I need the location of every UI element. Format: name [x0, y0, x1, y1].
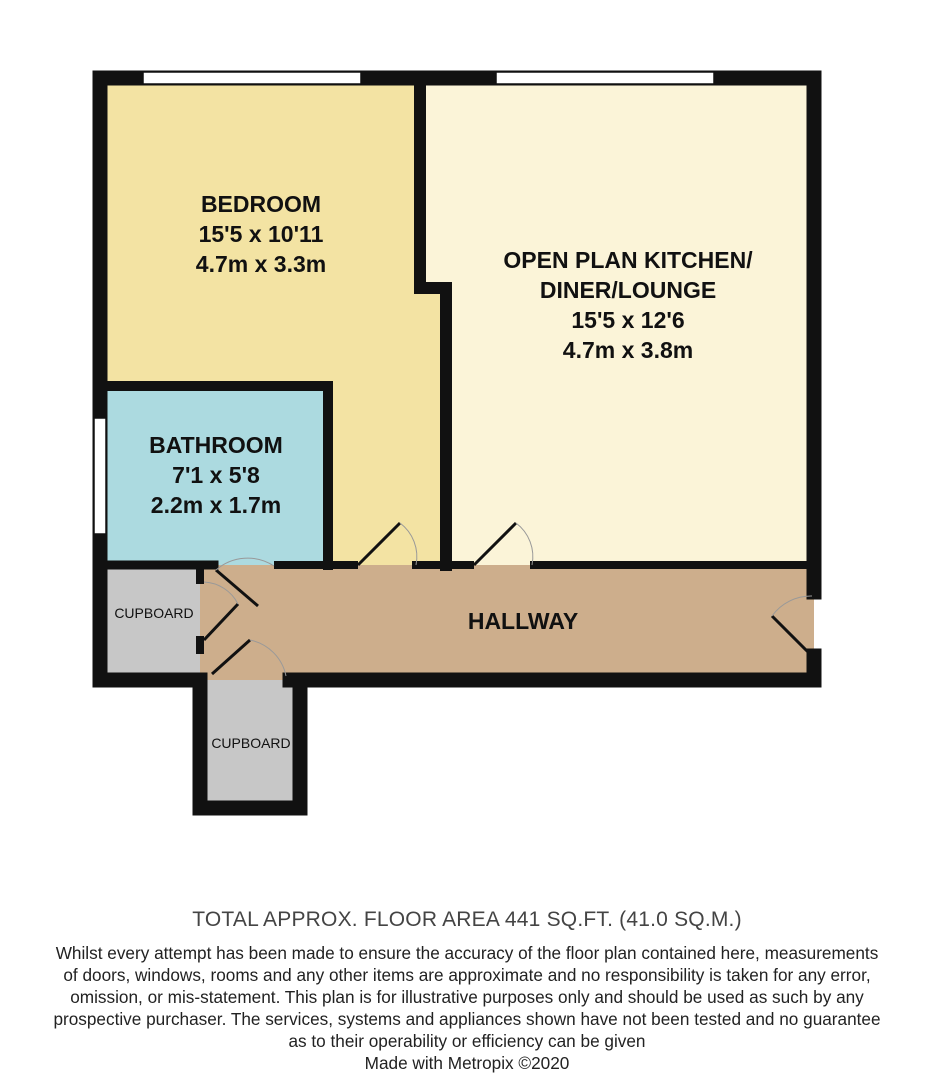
hallway-name: HALLWAY — [467, 608, 579, 634]
disclaimer-line: of doors, windows, rooms and any other items are approximate and no responsibility is taken for any error, — [63, 965, 871, 985]
cupboard-bottom-name: CUPBOARD — [211, 735, 291, 751]
window-bedroom — [143, 72, 361, 84]
disclaimer-line: prospective purchaser. The services, systems and appliances shown have not been tested and no guarantee — [53, 1009, 881, 1029]
bathroom-name: BATHROOM — [149, 432, 283, 458]
cupboard-left-name: CUPBOARD — [114, 605, 194, 621]
disclaimer-line: omission, or mis-statement. This plan is for illustrative purposes only and should be used as such by any — [70, 987, 864, 1007]
open-plan-name-line1: OPEN PLAN KITCHEN/ — [503, 247, 753, 273]
credit-line: Made with Metropix ©2020 — [364, 1053, 570, 1073]
window-bathroom — [94, 418, 106, 534]
disclaimer — [0, 942, 934, 1074]
disclaimer-line: as to their operability or efficiency can be given — [288, 1031, 646, 1051]
bathroom-size-metric: 2.2m x 1.7m — [150, 492, 282, 518]
bedroom-name: BEDROOM — [200, 191, 322, 217]
window-open-plan — [496, 72, 714, 84]
bedroom-size-metric: 4.7m x 3.3m — [195, 251, 327, 277]
bathroom-size-imperial: 7'1 x 5'8 — [172, 462, 260, 488]
bedroom-size-imperial: 15'5 x 10'11 — [198, 221, 324, 247]
open-plan-size-imperial: 15'5 x 12'6 — [571, 307, 685, 333]
open-plan-size-metric: 4.7m x 3.8m — [562, 337, 694, 363]
cupboard-left-floor — [100, 565, 200, 680]
open-plan-name-line2: DINER/LOUNGE — [539, 277, 717, 303]
total-floor-area: TOTAL APPROX. FLOOR AREA 441 SQ.FT. (41.0 SQ.M.) — [192, 908, 742, 931]
disclaimer-line: Whilst every attempt has been made to ensure the accuracy of the floor plan contained here, measurements — [55, 943, 879, 963]
